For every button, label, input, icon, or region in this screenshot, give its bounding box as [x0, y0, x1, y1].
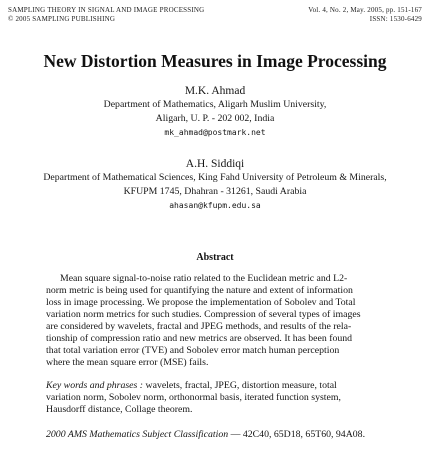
paper-title: New Distortion Measures in Image Processing	[43, 51, 387, 71]
author-affiliation: Department of Mathematical Sciences, King Fahd University of Petroleum & Minerals,	[43, 172, 387, 183]
author-email: mk_ahmad@postmark.net	[164, 128, 266, 137]
keywords-label: Key words and phrases :	[46, 380, 144, 391]
keywords-line: Hausdorff distance, Collage theorem.	[46, 404, 193, 415]
abstract-line: that total variation error (TVE) and Sobolev error match human perception	[46, 345, 340, 356]
abstract-line: loss in image processing. We propose the implementation of Sobolev and Total	[46, 297, 356, 308]
author-block-2	[0, 157, 430, 213]
issn: ISSN: 1530-6429	[369, 14, 422, 23]
journal-header	[8, 6, 204, 23]
author-address: Aligarh, U. P. - 202 002, India	[155, 113, 275, 124]
author-name: A.H. Siddiqi	[185, 158, 245, 170]
author-name: M.K. Ahmad	[184, 85, 246, 97]
abstract-line: norm metric is being used for quantifying the nature and extent of information	[46, 285, 353, 296]
author-email: ahasan@kfupm.edu.sa	[169, 201, 261, 210]
abstract-line: where the mean square error (MSE) fails.	[46, 357, 209, 368]
author-block-1	[0, 84, 430, 140]
abstract-heading: Abstract	[196, 252, 234, 263]
journal-name: SAMPLING THEORY IN SIGNAL AND IMAGE PROCESSING	[8, 6, 205, 14]
volume-info: Vol. 4, No. 2, May. 2005, pp. 151-167	[308, 6, 422, 14]
abstract-line: tionship of compression ratio and new metrics are observed. It has been found	[46, 333, 353, 344]
author-address: KFUPM 1745, Dhahran - 31261, Saudi Arabia	[123, 186, 307, 197]
abstract-line: are considered by wavelets, fractal and JPEG methods, and results of the rela-	[46, 321, 352, 332]
ams-classification	[46, 429, 365, 441]
keywords-line: variation norm, Sobolev norm, orthonormal basis, iterated function system,	[46, 392, 341, 403]
volume-header	[308, 6, 422, 23]
keywords-line	[46, 380, 337, 392]
abstract-line: variation norm metrics for such studies. Compression of several types of images	[46, 309, 361, 320]
keywords-text: wavelets, fractal, JPEG, distortion measure, total	[145, 380, 337, 391]
ams-codes: — 42C40, 65D18, 65T60, 94A08.	[230, 429, 366, 440]
abstract-line: Mean square signal-to-noise ratio related to the Euclidean metric and L2-	[60, 273, 348, 284]
ams-label: 2000 AMS Mathematics Subject Classification	[46, 429, 229, 440]
copyright-notice: © 2005 SAMPLING PUBLISHING	[8, 14, 116, 23]
author-affiliation: Department of Mathematics, Aligarh Muslim University,	[103, 99, 327, 110]
